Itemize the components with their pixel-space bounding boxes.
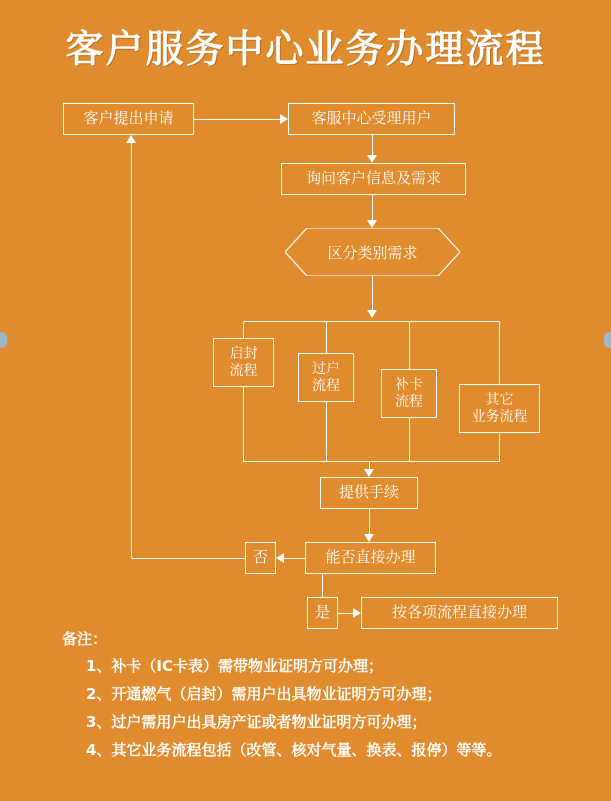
left-edge-notch	[0, 332, 7, 348]
node-can-handle-directly	[305, 542, 436, 574]
connector-bus-to-transfer	[326, 321, 327, 353]
arrowhead-accept-to-inquire	[367, 155, 377, 163]
arrowhead-inquire-to-classify	[367, 220, 377, 228]
node-answer-yes-label: 是	[314, 603, 330, 622]
connector-decision-to-yes	[322, 574, 323, 597]
connector-inquire-to-classify	[372, 195, 373, 220]
connector-yes-to-direct	[338, 613, 353, 614]
arrowhead-provide-to-decision	[364, 534, 374, 542]
connector-transfer-down	[326, 402, 327, 461]
note-item: 1、补卡（IC卡表）需带物业证明方可办理；	[86, 657, 384, 675]
node-branch-unseal-label-2: 流程	[229, 362, 258, 379]
node-branch-unseal	[213, 338, 274, 387]
node-provide-documents	[320, 477, 418, 509]
node-branch-other	[459, 384, 540, 433]
node-provide-documents-label: 提供手续	[338, 483, 399, 502]
node-branch-card-replace-label-2: 流程	[395, 393, 423, 410]
arrowhead-collect-to-provide	[364, 469, 374, 477]
node-service-center-accept	[288, 103, 455, 135]
node-customer-apply	[63, 103, 194, 135]
decision-classify-label: 区分类别需求	[327, 243, 418, 262]
node-direct-handling	[361, 597, 558, 629]
node-branch-other-label-1: 其它	[485, 392, 514, 409]
connector-unseal-down	[243, 387, 244, 461]
page-title: 客户服务中心业务办理流程	[65, 27, 546, 71]
connector-bus-to-other	[499, 321, 500, 384]
arrowhead-apply-to-accept	[280, 114, 288, 124]
node-branch-card-replace-label-1: 补卡	[395, 377, 423, 394]
connector-classify-down	[372, 276, 373, 310]
connector-no-to-loop	[131, 558, 245, 559]
connector-other-down	[499, 433, 500, 461]
connector-branch-bus	[243, 321, 500, 322]
node-direct-handling-label: 按各项流程直接办理	[391, 603, 527, 622]
node-answer-no	[245, 542, 276, 574]
connector-card-replace-down	[409, 418, 410, 461]
note-item: 2、开通燃气（启封）需用户出具物业证明方可办理；	[86, 685, 442, 703]
node-branch-transfer	[298, 353, 354, 402]
node-inquire-needs-label: 询问客户信息及需求	[305, 169, 441, 188]
notes-title: 备注：	[62, 630, 108, 648]
note-item: 3、过户需用户出具房产证或者物业证明方可办理；	[86, 713, 427, 731]
connector-accept-to-inquire	[372, 135, 373, 155]
node-can-handle-directly-label: 能否直接办理	[325, 548, 416, 567]
right-edge-notch	[604, 332, 611, 348]
arrowhead-classify-down	[367, 310, 377, 318]
node-answer-no-label: 否	[252, 548, 268, 567]
node-answer-yes	[307, 597, 338, 629]
connector-collect-to-provide	[369, 461, 370, 469]
connector-bus-to-card-replace	[409, 321, 410, 369]
connector-provide-to-decision	[369, 509, 370, 534]
node-inquire-needs	[281, 163, 466, 195]
node-customer-apply-label: 客户提出申请	[83, 109, 174, 128]
decision-classify-needs	[285, 228, 460, 276]
node-service-center-accept-label: 客服中心受理用户	[311, 109, 432, 128]
connector-apply-to-accept	[194, 119, 280, 120]
note-item: 4、其它业务流程包括（改管、核对气量、换表、报停）等等。	[86, 741, 502, 759]
arrowhead-loop-to-apply	[126, 135, 136, 143]
connector-collect-bus	[243, 461, 500, 462]
arrowhead-decision-to-no	[276, 553, 284, 563]
node-branch-unseal-label-1: 启封	[229, 346, 258, 363]
connector-decision-to-no	[284, 558, 305, 559]
arrowhead-yes-to-direct	[353, 608, 361, 618]
node-branch-other-label-2: 业务流程	[471, 408, 528, 425]
node-branch-card-replace	[381, 369, 437, 418]
notes-section	[62, 628, 582, 767]
connector-bus-to-unseal	[243, 321, 244, 338]
node-branch-transfer-label-1: 过户	[312, 361, 340, 378]
notes-list	[62, 655, 582, 760]
connector-loop-up	[131, 143, 132, 558]
node-branch-transfer-label-2: 流程	[312, 377, 340, 394]
